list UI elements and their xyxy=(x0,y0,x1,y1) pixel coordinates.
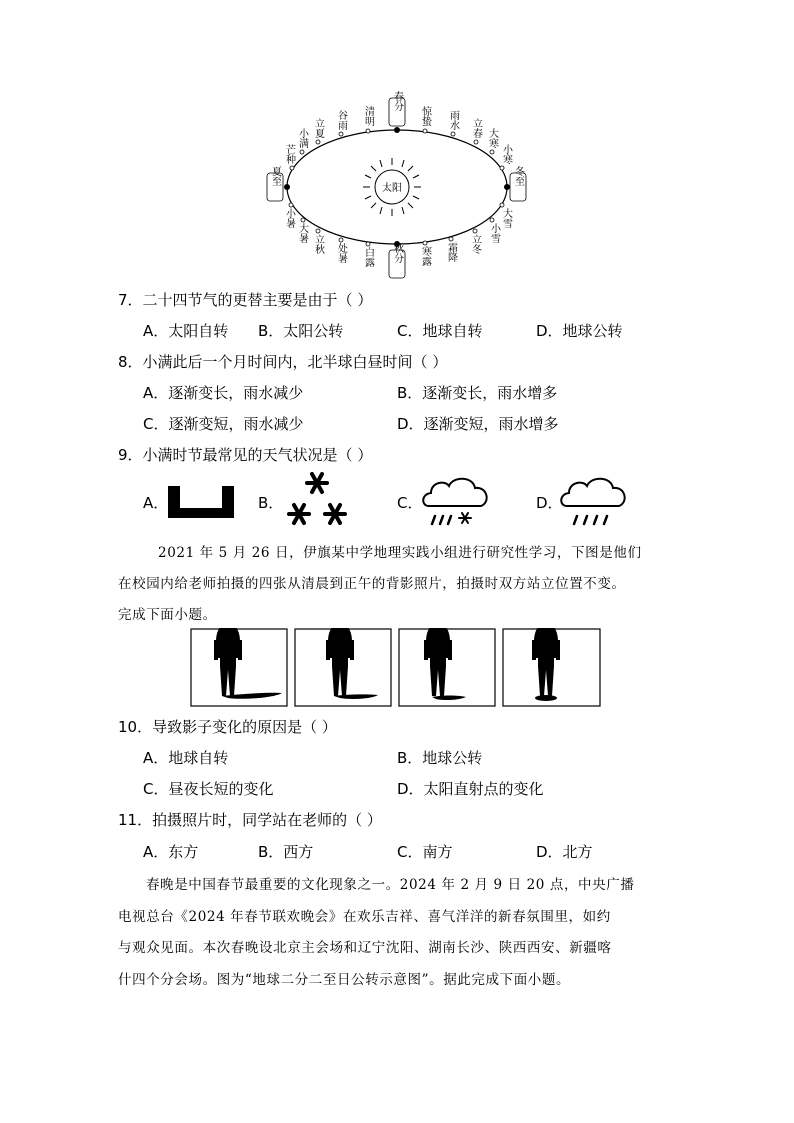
q10-option-a[interactable]: A．地球自转 xyxy=(143,749,229,767)
q11-option-a[interactable]: A．东方 xyxy=(143,843,199,861)
term-shuangjiang: 霜降 xyxy=(445,242,457,262)
q9-option-c[interactable]: C． xyxy=(397,494,423,512)
passage2-line4: 什四个分会场。图为“地球二分二至日公转示意图”。据此完成下面小题。 xyxy=(118,972,571,988)
photo-2 xyxy=(295,628,391,706)
term-daxue: 大雪 xyxy=(500,208,512,228)
photo-4 xyxy=(503,628,600,706)
term-chunfen: 春分 xyxy=(391,91,403,111)
passage1-line3: 完成下面小题。 xyxy=(118,607,217,623)
term-dashu: 大暑 xyxy=(296,223,308,243)
term-xiazhi: 夏至 xyxy=(269,166,281,186)
q8-option-a[interactable]: A．逐渐变长，雨水减少 xyxy=(143,384,304,402)
q8-option-b[interactable]: B．逐渐变长，雨水增多 xyxy=(397,384,558,402)
q11-option-c[interactable]: C．南方 xyxy=(397,843,453,861)
q9-option-a[interactable]: A． xyxy=(143,494,169,512)
q10-option-d[interactable]: D．太阳直射点的变化 xyxy=(397,780,544,798)
rain-icon xyxy=(559,476,631,530)
passage2-line1: 春晚是中国春节最重要的文化现象之一。2024 年 2 月 9 日 20 点，中央广播 xyxy=(146,877,635,893)
q9-option-b[interactable]: B． xyxy=(258,494,284,512)
term-yushui: 雨水 xyxy=(447,110,459,130)
passage1-line1: 2021 年 5 月 26 日，伊旗某中学地理实践小组进行研究性学习，下图是他们 xyxy=(158,545,642,561)
term-lichun: 立春 xyxy=(470,118,482,138)
term-dongzhi: 冬至 xyxy=(512,166,524,186)
term-xiaohan: 小寒 xyxy=(500,144,512,164)
term-lixia: 立夏 xyxy=(312,118,324,138)
q8-stem: 8．小满此后一个月时间内，北半球白昼时间（ ） xyxy=(118,353,448,371)
term-bailu: 白露 xyxy=(362,247,374,267)
term-xiaoman: 小满 xyxy=(296,128,308,148)
heavy-snow-icon xyxy=(284,470,354,530)
term-chushu: 处暑 xyxy=(335,243,347,263)
term-lidong: 立冬 xyxy=(469,234,481,254)
q8-option-d[interactable]: D．逐渐变短，雨水增多 xyxy=(397,415,559,433)
q9-option-d[interactable]: D． xyxy=(536,494,563,512)
photo-1 xyxy=(191,628,287,706)
q11-stem: 11．拍摄照片时，同学站在老师的（ ） xyxy=(118,811,382,829)
q7-option-b[interactable]: B．太阳公转 xyxy=(258,322,344,340)
q11-option-b[interactable]: B．西方 xyxy=(258,843,314,861)
q9-stem: 9．小满时节最常见的天气状况是（ ） xyxy=(118,446,373,464)
term-jingzhe: 惊蛰 xyxy=(419,106,431,126)
term-qiufen: 秋分 xyxy=(391,243,403,263)
term-xiaoshu: 小暑 xyxy=(283,208,295,228)
sunny-weather-icon xyxy=(166,484,236,520)
sleet-icon xyxy=(421,476,493,530)
passage1-line2: 在校园内给老师拍摄的四张从清晨到正午的背影照片，拍摄时双方站立位置不变。 xyxy=(118,576,626,592)
q7-option-c[interactable]: C．地球自转 xyxy=(397,322,483,340)
photo-3 xyxy=(399,628,495,706)
q7-stem: 7．二十四节气的更替主要是由于（ ） xyxy=(118,291,373,309)
solar-terms-diagram xyxy=(0,0,794,300)
q10-option-c[interactable]: C．昼夜长短的变化 xyxy=(143,780,274,798)
term-qingming: 清明 xyxy=(362,106,374,126)
sun-label: 太阳 xyxy=(382,183,402,194)
q11-option-d[interactable]: D．北方 xyxy=(536,843,593,861)
term-mangzhong: 芒种 xyxy=(283,144,295,164)
passage2-line3: 与观众见面。本次春晚设北京主会场和辽宁沈阳、湖南长沙、陕西西安、新疆喀 xyxy=(118,940,612,956)
term-hanlu: 寒露 xyxy=(419,246,431,266)
q10-stem: 10．导致影子变化的原因是（ ） xyxy=(118,718,337,736)
shadow-photos xyxy=(190,628,604,708)
q7-option-d[interactable]: D．地球公转 xyxy=(536,322,623,340)
q10-option-b[interactable]: B．地球公转 xyxy=(397,749,483,767)
term-xiaoxue: 小雪 xyxy=(488,223,500,243)
term-guyu: 谷雨 xyxy=(335,110,347,130)
q8-option-c[interactable]: C．逐渐变短，雨水减少 xyxy=(143,415,304,433)
term-dahan: 大寒 xyxy=(486,128,498,148)
q7-option-a[interactable]: A．太阳自转 xyxy=(143,322,229,340)
passage2-line2: 电视总台《2024 年春节联欢晚会》在欢乐吉祥、喜气洋洋的新春氛围里，如约 xyxy=(118,909,611,925)
term-liqiu: 立秋 xyxy=(312,234,324,254)
